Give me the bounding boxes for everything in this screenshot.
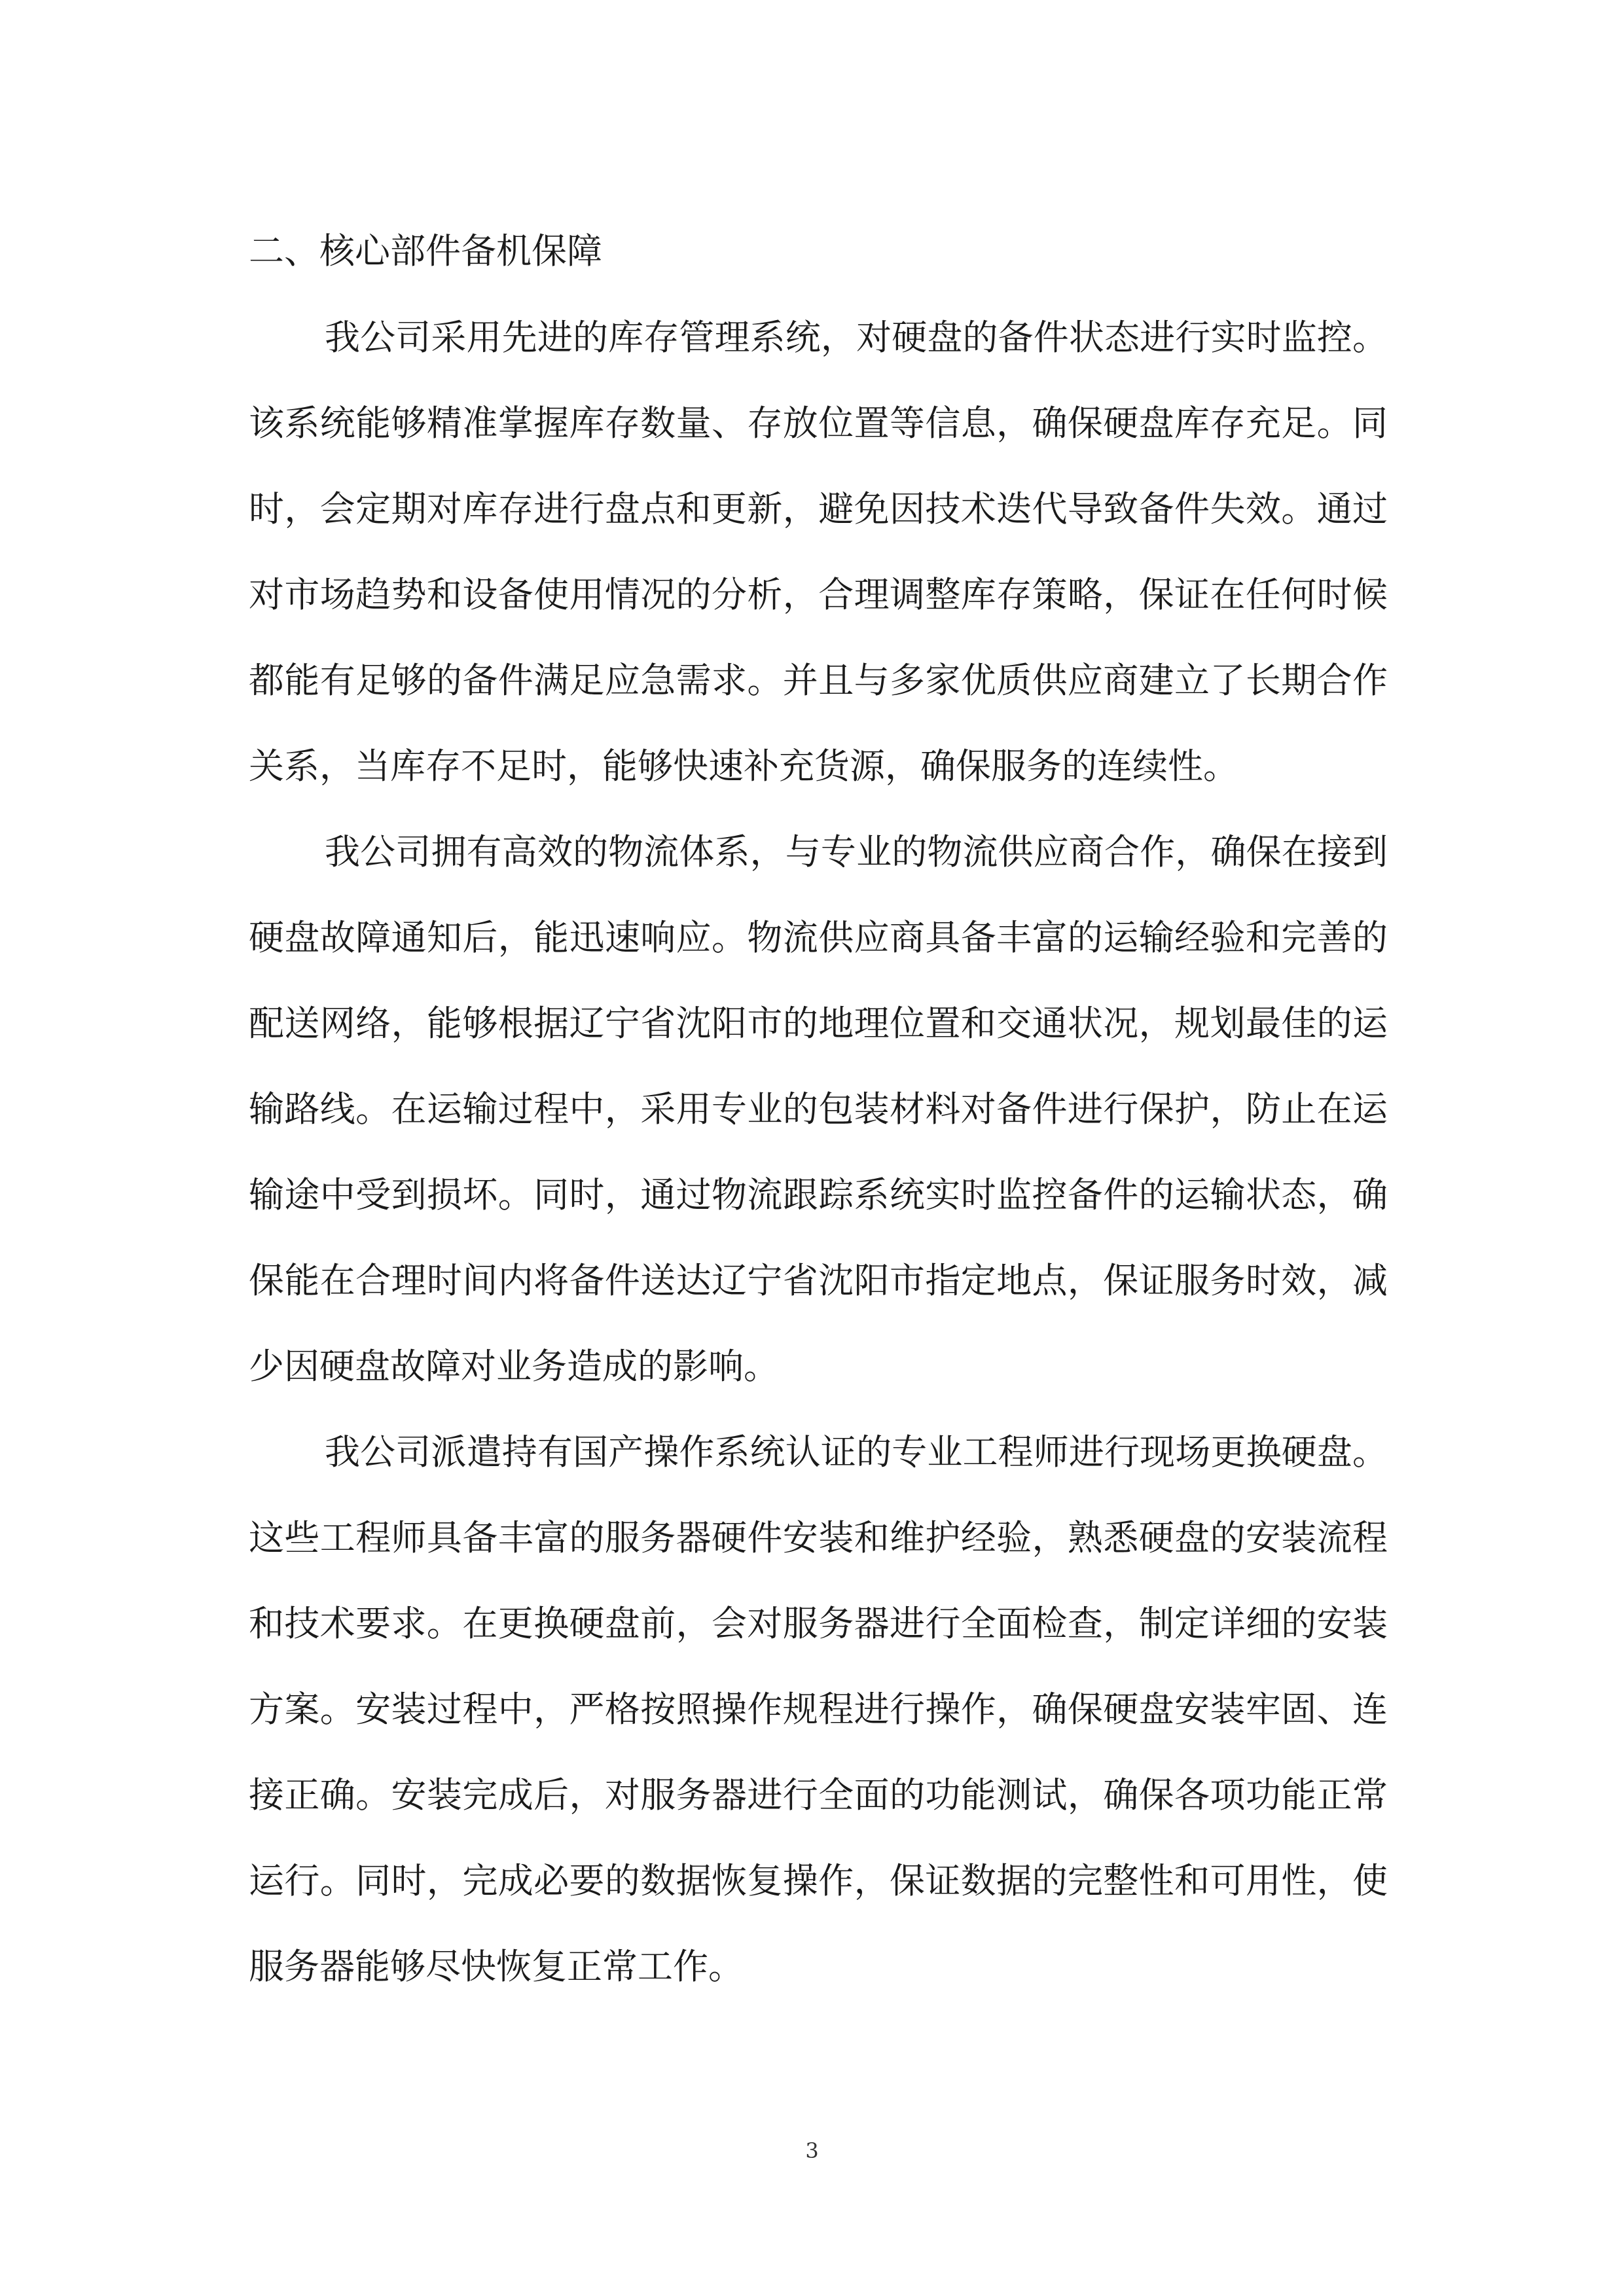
paragraph-logistics: 我公司拥有高效的物流体系，与专业的物流供应商合作，确保在接到硬盘故障通知后，能迅速响应。物流供应商具备丰富的运输经验和完善的配送网络，能够根据辽宁省沈阳市的地理位置和交通状况，规划最佳的运输路线。在运输过程中，采用专业的包装材料对备件进行保护，防止在运输途中受到损坏。同时，通过物流跟踪系统实时监控备件的运输状态，确保能在合理时间内将备件送达辽宁省沈阳市指定地点，保证服务时效，减少因硬盘故障对业务造成的影响。 xyxy=(249,831,1388,1387)
document-body xyxy=(249,208,1388,2009)
section-heading: 二、核心部件备机保障 xyxy=(249,230,602,272)
paragraph-inventory: 我公司采用先进的库存管理系统，对硬盘的备件状态进行实时监控。该系统能够精准掌握库存数量、存放位置等信息，确保硬盘库存充足。同时，会定期对库存进行盘点和更新，避免因技术迭代导致备件失效。通过对市场趋势和设备使用情况的分析，合理调整库存策略，保证在任何时候都能有足够的备件满足应急需求。并且与多家优质供应商建立了长期合作关系，当库存不足时，能够快速补充货源，确保服务的连续性。 xyxy=(249,317,1388,787)
paragraph-engineers: 我公司派遣持有国产操作系统认证的专业工程师进行现场更换硬盘。这些工程师具备丰富的服务器硬件安装和维护经验，熟悉硬盘的安装流程和技术要求。在更换硬盘前，会对服务器进行全面检查，制定详细的安装方案。安装过程中，严格按照操作规程进行操作，确保硬盘安装牢固、连接正确。安装完成后，对服务器进行全面的功能测试，确保各项功能正常运行。同时，完成必要的数据恢复操作，保证数据的完整性和可用性，使服务器能够尽快恢复正常工作。 xyxy=(249,1431,1388,1987)
page-number: 3 xyxy=(805,2138,819,2163)
